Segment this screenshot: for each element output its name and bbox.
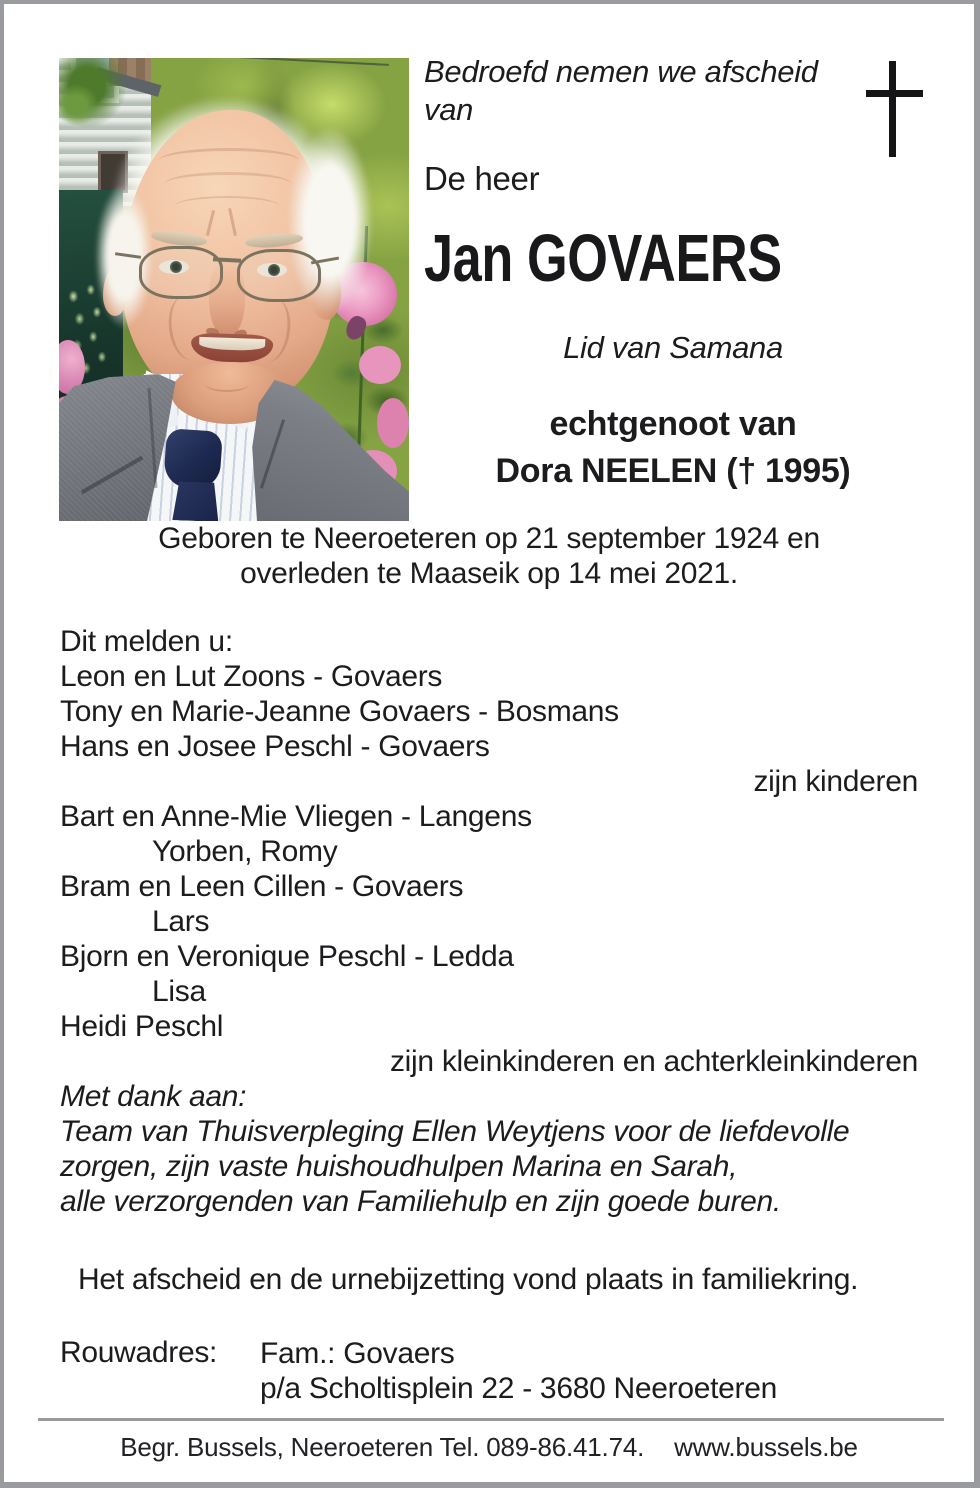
spouse-intro: echtgenoot van [549, 405, 797, 443]
thanks-line: zorgen, zijn vaste huishoudhulpen Marina en Sarah, [60, 1150, 738, 1183]
thanks-line: alle verzorgenden van Familiehulp en zijn goede buren. [60, 1185, 781, 1218]
opening-line-2: van [424, 92, 474, 127]
children-label: zijn kinderen [753, 765, 918, 798]
family-line: Leon en Lut Zoons - Govaers [60, 660, 443, 693]
family-line: Hans en Josee Peschl - Govaers [60, 730, 490, 763]
mourning-address-line-2: p/a Scholtisplein 22 - 3680 Neeroeteren [260, 1372, 777, 1405]
photo-chin-crease [205, 376, 249, 392]
membership-line: Lid van Samana [563, 330, 783, 365]
salutation: De heer [424, 160, 540, 197]
photo-forehead-wrinkle-3 [175, 196, 279, 216]
family-announcement-list [60, 624, 918, 1219]
grandchildren-names: Lisa [152, 975, 206, 1008]
grandchildren-names: Lars [152, 905, 210, 938]
photo-forehead-wrinkle-1 [159, 148, 299, 173]
farewell-notice: Het afscheid en de urnebijzetting vond plaats in familiekring. [78, 1263, 859, 1296]
grandchildren-names: Yorben, Romy [152, 835, 338, 868]
family-line: Bart en Anne-Mie Vliegen - Langens [60, 800, 532, 833]
deceased-name: Jan GOVAERS [424, 221, 782, 296]
spouse-block [424, 401, 922, 495]
family-line: Bram en Leen Cillen - Govaers [60, 870, 464, 903]
photo-teeth [199, 337, 265, 351]
family-line: Heidi Peschl [60, 1010, 224, 1043]
family-line: Bjorn en Veronique Peschl - Ledda [60, 940, 514, 973]
thanks-title: Met dank aan: [60, 1080, 247, 1113]
opening-line-1: Bedroefd nemen we afscheid [424, 54, 818, 89]
memorial-cross-icon [866, 61, 923, 157]
photo-nose [209, 262, 245, 338]
funeral-home-footer [4, 1432, 974, 1463]
photo-forehead-wrinkle-2 [165, 172, 291, 195]
photo-tie-blade [172, 481, 219, 521]
photo-pink-blossom-4 [377, 398, 409, 448]
cross-horizontal-bar [866, 90, 923, 97]
mourning-address-line-1: Fam.: Govaers [260, 1337, 455, 1370]
funeral-home-info: Begr. Bussels, Neeroeteren Tel. 089-86.41.74. [120, 1432, 645, 1462]
photo-tie-knot [163, 428, 223, 490]
cross-vertical-bar [889, 61, 896, 157]
thanks-line: Team van Thuisverpleging Ellen Weytjens voor de liefdevolle [60, 1115, 850, 1148]
footer-divider [38, 1418, 944, 1421]
photo-glasses-lens-right [237, 249, 321, 302]
photo-pink-blossom-3 [359, 346, 401, 384]
mourning-address-label: Rouwadres: [60, 1336, 218, 1369]
birth-line: Geboren te Neeroeteren op 21 september 1924 en [158, 522, 820, 555]
opening-phrase [424, 53, 818, 129]
mourning-address [260, 1336, 777, 1406]
announcement-intro: Dit melden u: [60, 625, 233, 658]
death-line: overleden te Maaseik op 14 mei 2021. [240, 557, 738, 590]
funeral-home-website: www.bussels.be [674, 1432, 858, 1462]
grandchildren-label: zijn kleinkinderen en achterkleinkinderen [389, 1045, 918, 1078]
birth-death-block [4, 521, 974, 591]
spouse-name: Dora NEELEN († 1995) [495, 452, 851, 490]
family-line: Tony en Marie-Jeanne Govaers - Bosmans [60, 695, 619, 728]
portrait-photo [59, 58, 409, 521]
